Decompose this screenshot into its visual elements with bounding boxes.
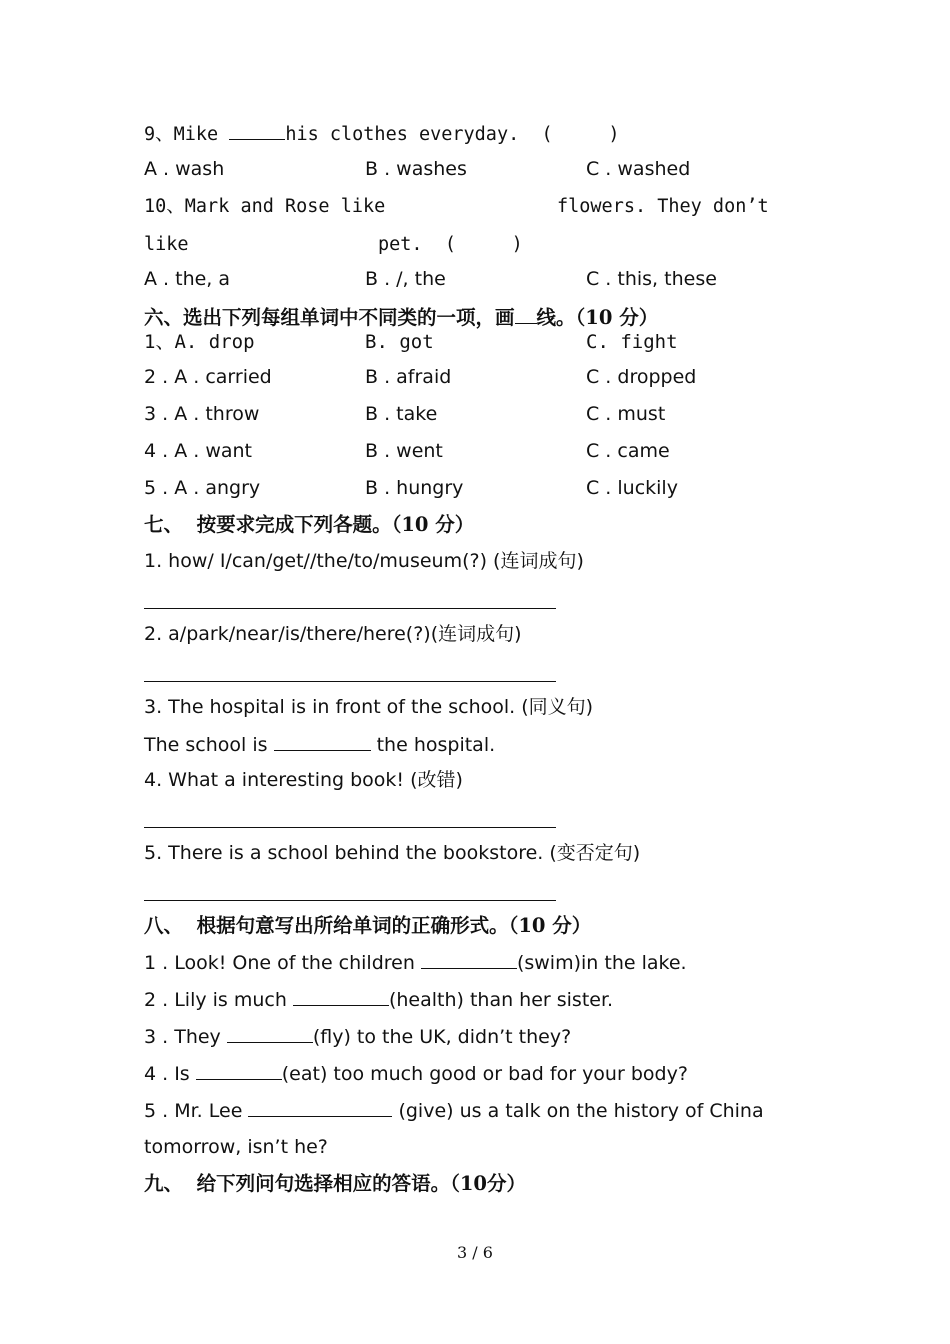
s6-row-3-b[interactable]: B . take bbox=[365, 403, 438, 425]
s6-row-2-a[interactable]: 2 . A . carried bbox=[144, 366, 272, 388]
s8-q5-continuation: tomorrow, isn’t he? bbox=[144, 1136, 328, 1158]
s6-row-5-a[interactable]: 5 . A . angry bbox=[144, 477, 261, 499]
q9-blank[interactable] bbox=[229, 121, 285, 140]
s8-q1-post: (swim)in the lake. bbox=[516, 952, 687, 974]
s7-q2: 2. a/park/near/is/there/here(?)(连词成句) bbox=[144, 623, 522, 645]
section-7-title: 七、 按要求完成下列各题。（10 分） bbox=[144, 513, 475, 536]
s8-q3 bbox=[144, 1024, 571, 1049]
q10-stem-2b: pet. ( ) bbox=[378, 234, 523, 255]
q10-option-c[interactable]: C . this, these bbox=[586, 268, 717, 290]
s6-row-3-c[interactable]: C . must bbox=[586, 403, 666, 425]
s7-q4-answer-line[interactable] bbox=[144, 827, 556, 828]
s6-row-1-a[interactable]: 1、A. drop bbox=[144, 331, 255, 353]
s7-q3: 3. The hospital is in front of the school. (同义句) bbox=[144, 696, 594, 718]
q9-post: his clothes everyday. ( ) bbox=[285, 124, 620, 145]
s8-q4-post: (eat) too much good or bad for your body? bbox=[281, 1063, 688, 1085]
s6-row-2-b[interactable]: B . afraid bbox=[365, 366, 452, 388]
s6-row-4-b[interactable]: B . went bbox=[365, 440, 443, 462]
s8-q5-post: (give) us a talk on the history of China bbox=[392, 1100, 764, 1122]
s7-q2-answer-line[interactable] bbox=[144, 681, 556, 682]
s6-row-3-a[interactable]: 3 . A . throw bbox=[144, 403, 260, 425]
s6-row-5-b[interactable]: B . hungry bbox=[365, 477, 464, 499]
s8-q1-pre: 1 . Look! One of the children bbox=[144, 952, 421, 974]
q10-stem-1b: flowers. They don’t bbox=[557, 196, 769, 217]
s7-q1: 1. how/ I/can/get//the/to/museum(?) (连词成句) bbox=[144, 550, 584, 572]
s8-q3-blank[interactable] bbox=[227, 1024, 313, 1043]
s7-q3-answer bbox=[144, 732, 495, 757]
s8-q1 bbox=[144, 950, 687, 975]
s8-q2-pre: 2 . Lily is much bbox=[144, 989, 293, 1011]
s8-q2 bbox=[144, 987, 613, 1012]
s8-q4 bbox=[144, 1061, 688, 1086]
q9-option-b[interactable]: B . washes bbox=[365, 158, 467, 180]
s8-q5 bbox=[144, 1098, 764, 1123]
section-6-title-pre: 六、选出下列每组单词中不同类的一项，画 bbox=[144, 306, 515, 329]
s8-q3-post: (fly) to the UK, didn’t they? bbox=[312, 1026, 572, 1048]
s8-q3-pre: 3 . They bbox=[144, 1026, 227, 1048]
q10-option-b[interactable]: B . /, the bbox=[365, 268, 446, 290]
q10-stem-1a: 10、Mark and Rose like bbox=[144, 196, 386, 217]
s6-row-4-c[interactable]: C . came bbox=[586, 440, 670, 462]
section-6-underline bbox=[515, 305, 537, 324]
s6-row-1-b[interactable]: B. got bbox=[365, 331, 434, 353]
page-number: 3 / 6 bbox=[457, 1243, 493, 1262]
s6-row-2-c[interactable]: C . dropped bbox=[586, 366, 697, 388]
s8-q1-blank[interactable] bbox=[421, 950, 517, 969]
s7-q1-answer-line[interactable] bbox=[144, 608, 556, 609]
s8-q2-blank[interactable] bbox=[293, 987, 389, 1006]
s6-row-5-c[interactable]: C . luckily bbox=[586, 477, 678, 499]
q9-option-a[interactable]: A . wash bbox=[144, 158, 225, 180]
section-6-title bbox=[144, 305, 658, 330]
s7-q3-answer-post: the hospital. bbox=[370, 734, 496, 756]
q9-option-c[interactable]: C . washed bbox=[586, 158, 691, 180]
s8-q5-blank[interactable] bbox=[248, 1098, 392, 1117]
section-8-title: 八、 根据句意写出所给单词的正确形式。（10 分） bbox=[144, 914, 592, 937]
s8-q4-blank[interactable] bbox=[196, 1061, 282, 1080]
s7-q5-answer-line[interactable] bbox=[144, 900, 556, 901]
q10-stem-2a: like bbox=[144, 234, 189, 255]
s8-q5-pre: 5 . Mr. Lee bbox=[144, 1100, 249, 1122]
q9-stem bbox=[144, 121, 619, 147]
s6-row-4-a[interactable]: 4 . A . want bbox=[144, 440, 252, 462]
s8-q2-post: (health) than her sister. bbox=[388, 989, 614, 1011]
s6-row-1-c[interactable]: C. fight bbox=[586, 331, 678, 353]
q10-option-a[interactable]: A . the, a bbox=[144, 268, 231, 290]
s8-q4-pre: 4 . Is bbox=[144, 1063, 196, 1085]
s7-q4: 4. What a interesting book! (改错) bbox=[144, 769, 463, 791]
section-6-title-post: 线。（10 分） bbox=[536, 306, 659, 329]
s7-q3-blank[interactable] bbox=[274, 732, 371, 751]
q9-pre: 9、Mike bbox=[144, 124, 230, 145]
section-9-title: 九、 给下列问句选择相应的答语。（10分） bbox=[144, 1172, 526, 1195]
s7-q5: 5. There is a school behind the bookstore. (变否定句) bbox=[144, 842, 641, 864]
s7-q3-answer-pre: The school is bbox=[144, 734, 274, 756]
